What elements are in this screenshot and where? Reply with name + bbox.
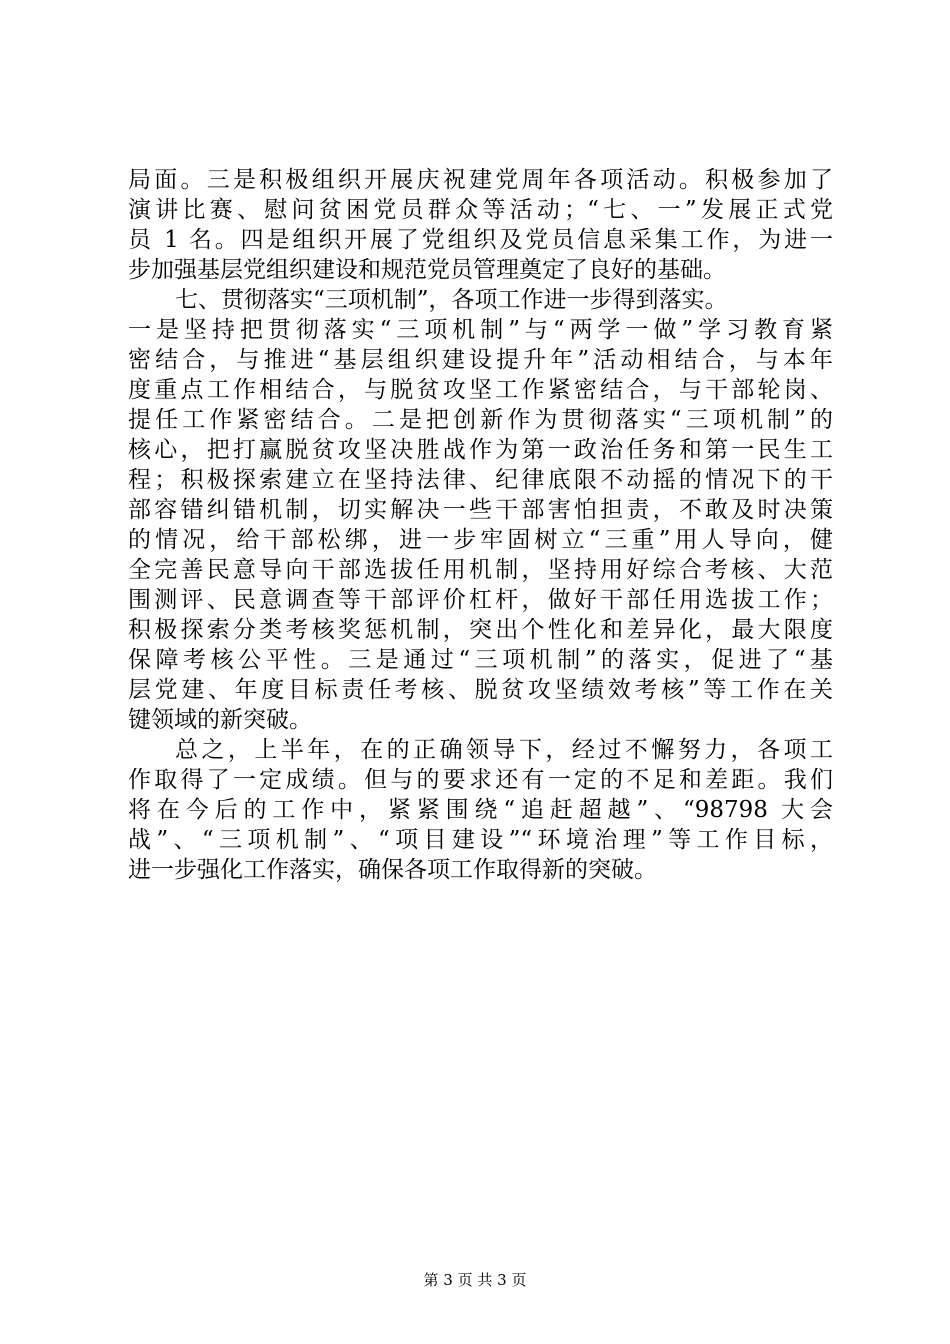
- text-line: 围测评、民意调查等干部评价杠杆，做好干部任用选拔工作；: [128, 587, 833, 613]
- text-line: 程；积极探索建立在坚持法律、纪律底限不动摇的情况下的干: [128, 467, 833, 493]
- text-line: 战”、“三项机制”、“项目建设”“环境治理”等工作目标，: [128, 827, 833, 853]
- paragraph-start-line: 总之，上半年，在的正确领导下，经过不懈努力，各项工: [175, 737, 833, 763]
- text-line: 局面。三是积极组织开展庆祝建党周年各项活动。积极参加了: [128, 167, 833, 193]
- text-line: 度重点工作相结合，与脱贫攻坚工作紧密结合，与干部轮岗、: [128, 377, 833, 403]
- text-line: 一是坚持把贯彻落实“三项机制”与“两学一做”学习教育紧: [128, 317, 833, 343]
- document-body: [128, 165, 833, 885]
- text-line: 层党建、年度目标责任考核、脱贫攻坚绩效考核”等工作在关: [128, 677, 833, 703]
- text-line: 全完善民意导向干部选拔任用机制，坚持用好综合考核、大范: [128, 557, 833, 583]
- text-line: 的情况，给干部松绑，进一步牢固树立“三重”用人导向，健: [128, 527, 833, 553]
- text-line: 进一步强化工作落实，确保各项工作取得新的突破。: [128, 857, 657, 883]
- text-line: 演讲比赛、慰问贫困党员群众等活动；“七、一”发展正式党: [128, 197, 833, 223]
- text-line: 保障考核公平性。三是通过“三项机制”的落实，促进了“基: [128, 647, 833, 673]
- text-line: 部容错纠错机制，切实解决一些干部害怕担责，不敢及时决策: [128, 497, 833, 523]
- text-line: 作取得了一定成绩。但与的要求还有一定的不足和差距。我们: [128, 767, 833, 793]
- paragraph-start-line: 七、贯彻落实“三项机制”，各项工作进一步得到落实。: [175, 287, 728, 313]
- text-line: 提任工作紧密结合。二是把创新作为贯彻落实“三项机制”的: [128, 407, 833, 433]
- text-line: 将在今后的工作中，紧紧围绕“追赶超越”、“98798 大会: [128, 797, 833, 823]
- text-line: 核心，把打赢脱贫攻坚决胜战作为第一政治任务和第一民生工: [128, 437, 833, 463]
- page-footer: 第 3 页 共 3 页: [423, 1271, 527, 1289]
- text-line: 键领域的新突破。: [128, 707, 312, 733]
- text-line: 密结合，与推进“基层组织建设提升年”活动相结合，与本年: [128, 347, 833, 373]
- text-line: 积极探索分类考核奖惩机制，突出个性化和差异化，最大限度: [128, 617, 833, 643]
- text-line: 步加强基层党组织建设和规范党员管理奠定了良好的基础。: [128, 257, 726, 283]
- text-line: 员 1 名。四是组织开展了党组织及党员信息采集工作，为进一: [128, 227, 833, 253]
